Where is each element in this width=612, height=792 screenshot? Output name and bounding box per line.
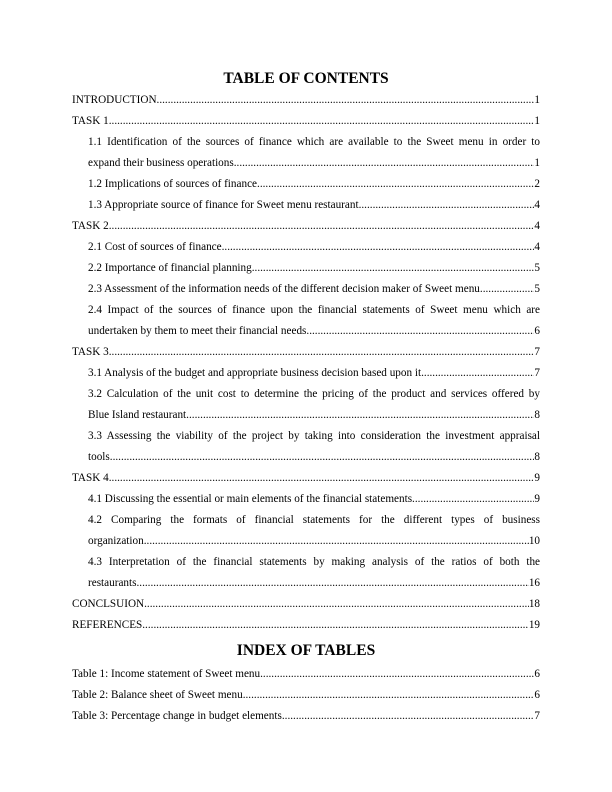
entry-text: TASK 4	[72, 472, 109, 484]
page-number: 7	[534, 367, 540, 379]
page-number: 1	[534, 157, 540, 169]
entry-text: 2.1 Cost of sources of finance	[88, 241, 222, 253]
page-number: 7	[534, 710, 540, 722]
tables-title: INDEX OF TABLES	[236, 642, 376, 659]
toc-entry[interactable]	[88, 363, 540, 384]
toc-entry[interactable]	[72, 468, 540, 489]
table-index-entry[interactable]	[72, 664, 540, 685]
dot-leader	[136, 573, 528, 594]
dot-leader	[109, 342, 535, 363]
toc-entry[interactable]	[88, 384, 540, 426]
page-number: 10	[528, 535, 540, 547]
page-number: 8	[534, 451, 540, 463]
page-number: 4	[534, 241, 540, 253]
page-number: 6	[534, 325, 540, 337]
dot-leader	[109, 468, 535, 489]
entry-text: tools	[88, 451, 110, 463]
toc-entry[interactable]	[88, 426, 540, 468]
toc-entry[interactable]	[88, 300, 540, 342]
dot-leader	[421, 363, 534, 384]
toc-entry[interactable]	[88, 552, 540, 594]
toc-entry[interactable]	[88, 279, 540, 300]
dot-leader	[157, 90, 535, 111]
dot-leader	[110, 447, 535, 468]
entry-text: CONCLSUION	[72, 598, 145, 610]
toc-entry-first-line: 2.4 Impact of the sources of finance upon the financial statements of Sweet menu which are	[88, 304, 540, 316]
entry-text: 2.3 Assessment of the information needs of the different decision maker of Sweet menu	[88, 283, 480, 295]
toc-entry[interactable]	[88, 510, 540, 552]
toc-entry[interactable]	[72, 594, 540, 615]
toc-entry[interactable]	[88, 132, 540, 174]
table-index-entry[interactable]	[72, 706, 540, 727]
entry-text: 4.1 Discussing the essential or main elements of the financial statements	[88, 493, 413, 505]
entry-text: organization	[88, 535, 144, 547]
entry-text: 1.2 Implications of sources of finance	[88, 178, 258, 190]
dot-leader	[144, 594, 529, 615]
dot-leader	[359, 195, 535, 216]
page-number: 5	[534, 283, 540, 295]
dot-leader	[306, 321, 534, 342]
dot-leader	[257, 174, 534, 195]
entry-text: 2.2 Importance of financial planning	[88, 262, 252, 274]
page-number: 18	[528, 598, 540, 610]
page-number: 1	[534, 94, 540, 106]
dot-leader	[222, 237, 535, 258]
entry-text: TASK 1	[72, 115, 109, 127]
toc-entry-first-line: 4.2 Comparing the formats of financial statements for the different types of business	[88, 514, 540, 526]
page-number: 9	[534, 472, 540, 484]
toc-list	[72, 90, 540, 636]
toc-entry[interactable]	[88, 489, 540, 510]
toc-entry[interactable]	[88, 174, 540, 195]
page-number: 19	[528, 619, 540, 631]
table-index-entry[interactable]	[72, 685, 540, 706]
toc-title: TABLE OF CONTENTS	[223, 70, 389, 87]
entry-text: Table 3: Percentage change in budget elements	[72, 710, 282, 722]
page-number: 6	[534, 689, 540, 701]
dot-leader	[142, 615, 529, 636]
page-number: 6	[534, 668, 540, 680]
dot-leader	[243, 685, 535, 706]
page-number: 16	[528, 577, 540, 589]
entry-text: INTRODUCTION	[72, 94, 157, 106]
tables-index-list	[72, 664, 540, 727]
dot-leader	[412, 489, 534, 510]
page-number: 9	[534, 493, 540, 505]
entry-text: Table 2: Balance sheet of Sweet menu	[72, 689, 243, 701]
page-number: 5	[534, 262, 540, 274]
page-number: 4	[534, 199, 540, 211]
dot-leader	[144, 531, 529, 552]
toc-entry-first-line: 1.1 Identification of the sources of finance which are available to the Sweet menu in order to	[88, 136, 540, 148]
toc-entry[interactable]	[88, 195, 540, 216]
toc-entry[interactable]	[72, 615, 540, 636]
dot-leader	[282, 706, 535, 727]
page-number: 4	[534, 220, 540, 232]
dot-leader	[186, 405, 534, 426]
toc-entry[interactable]	[72, 216, 540, 237]
toc-entry[interactable]	[72, 111, 540, 132]
toc-entry[interactable]	[88, 258, 540, 279]
toc-entry[interactable]	[72, 90, 540, 111]
dot-leader	[109, 216, 535, 237]
toc-entry-first-line: 3.2 Calculation of the unit cost to determine the pricing of the product and services offered by	[88, 388, 540, 400]
dot-leader	[252, 258, 535, 279]
document-page	[72, 68, 540, 727]
entry-text: restaurants	[88, 577, 137, 589]
toc-entry-first-line: 4.3 Interpretation of the financial statements by making analysis of the ratios of both the	[88, 556, 540, 568]
toc-entry-first-line: 3.3 Assessing the viability of the project by taking into consideration the investment appraisal	[88, 430, 540, 442]
dot-leader	[260, 664, 534, 685]
dot-leader	[234, 153, 535, 174]
entry-text: 1.3 Appropriate source of finance for Sweet menu restaurant	[88, 199, 359, 211]
entry-text: Blue Island restaurant	[88, 409, 187, 421]
toc-entry[interactable]	[88, 237, 540, 258]
entry-text: Table 1: Income statement of Sweet menu	[72, 668, 261, 680]
entry-text: TASK 2	[72, 220, 109, 232]
dot-leader	[109, 111, 535, 132]
toc-entry[interactable]	[72, 342, 540, 363]
page-number: 1	[534, 115, 540, 127]
dot-leader	[480, 279, 535, 300]
page-number: 2	[534, 178, 540, 190]
entry-text: undertaken by them to meet their financial needs	[88, 325, 307, 337]
entry-text: 3.1 Analysis of the budget and appropriate business decision based upon it	[88, 367, 422, 379]
page-number: 7	[534, 346, 540, 358]
page-number: 8	[534, 409, 540, 421]
entry-text: TASK 3	[72, 346, 109, 358]
entry-text: expand their business operations	[88, 157, 234, 169]
entry-text: REFERENCES	[72, 619, 143, 631]
